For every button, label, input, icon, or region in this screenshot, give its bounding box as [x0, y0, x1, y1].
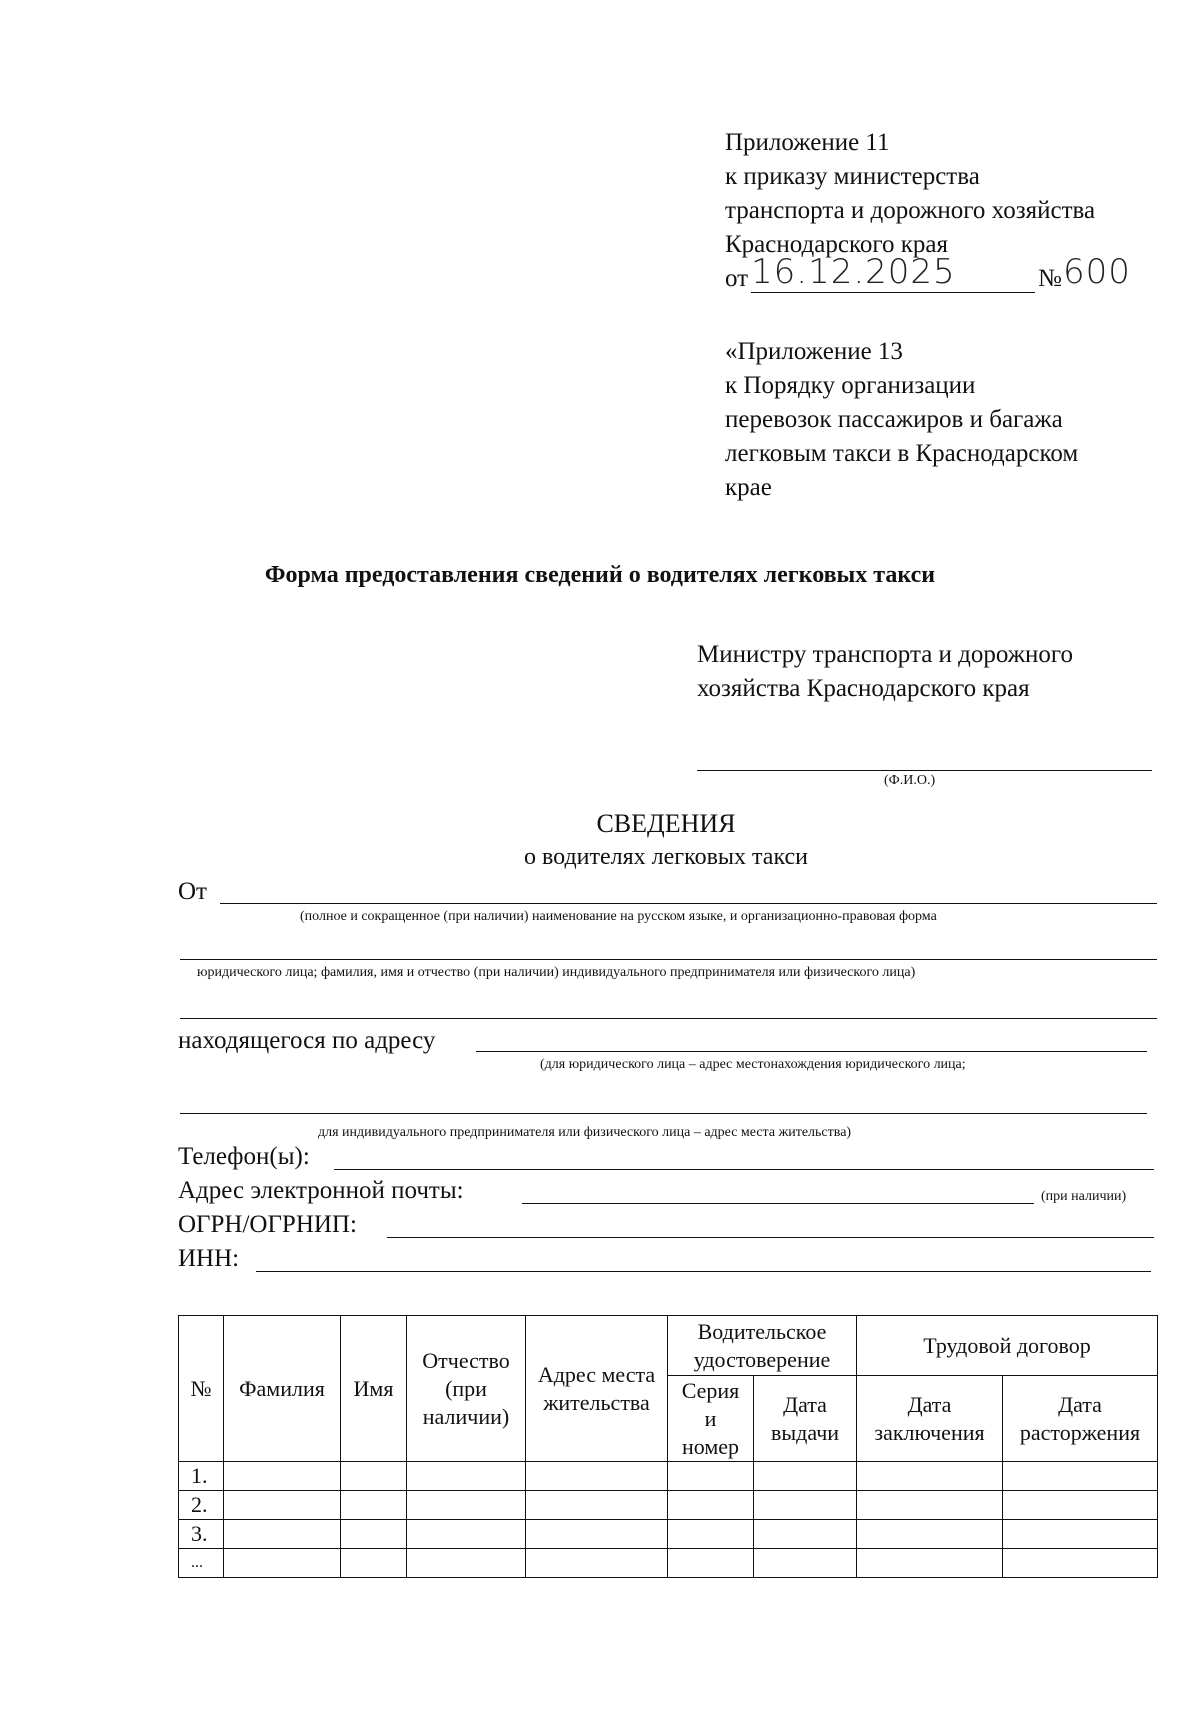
sub-appendix-line: «Приложение 13: [725, 338, 903, 365]
cell[interactable]: [526, 1549, 668, 1578]
inn-label: ИНН:: [178, 1245, 240, 1272]
header-contract-group: Трудовой договор: [857, 1316, 1158, 1376]
date-underline: [751, 292, 1035, 293]
cell[interactable]: [224, 1462, 341, 1491]
cell[interactable]: [341, 1491, 407, 1520]
cell[interactable]: [754, 1520, 857, 1549]
cell[interactable]: [526, 1462, 668, 1491]
handwritten-number: 600: [1063, 252, 1131, 292]
cell[interactable]: [857, 1491, 1003, 1520]
row-number: 1.: [179, 1462, 224, 1491]
cell[interactable]: [224, 1549, 341, 1578]
cell[interactable]: [1003, 1491, 1158, 1520]
addressee: [697, 638, 1073, 706]
cell[interactable]: [754, 1549, 857, 1578]
date-prefix: от: [725, 265, 749, 292]
cell[interactable]: [526, 1520, 668, 1549]
cell[interactable]: [224, 1491, 341, 1520]
header-contract-start: Дата заключения: [857, 1376, 1003, 1462]
appendix-header: [725, 126, 1095, 262]
cell[interactable]: [857, 1520, 1003, 1549]
header-surname: Фамилия: [224, 1316, 341, 1462]
row-number: ...: [179, 1549, 224, 1578]
cell[interactable]: [341, 1549, 407, 1578]
from-line[interactable]: [220, 903, 1157, 904]
sub-appendix-line: перевозок пассажиров и багажа: [725, 406, 1063, 433]
appendix-line: транспорта и дорожного хозяйства: [725, 197, 1096, 224]
email-input-line[interactable]: [522, 1203, 1034, 1204]
doc-subtitle: о водителях легковых такси: [523, 844, 809, 870]
ogrn-input-line[interactable]: [387, 1237, 1154, 1238]
header-name: Имя: [341, 1316, 407, 1462]
fio-caption: (Ф.И.О.): [884, 773, 936, 788]
from-hint: юридического лица; фамилия, имя и отчество (при наличии) индивидуального предпринимателя или физического лица): [197, 965, 916, 980]
email-note: (при наличии): [1041, 1189, 1127, 1204]
cell[interactable]: [407, 1491, 526, 1520]
cell[interactable]: [1003, 1549, 1158, 1578]
address-label: находящегося по адресу: [178, 1027, 436, 1054]
sub-appendix: [725, 335, 1078, 505]
from-label: От: [178, 878, 207, 905]
fio-line: [697, 770, 1152, 771]
form-title: Форма предоставления сведений о водителях легковых такси: [264, 562, 936, 588]
appendix-date-row: [725, 252, 1155, 296]
cell[interactable]: [341, 1520, 407, 1549]
sub-appendix-line: крае: [725, 474, 772, 501]
from-line-2[interactable]: [180, 959, 1157, 960]
table-row: [179, 1549, 1158, 1578]
row-number: 3.: [179, 1520, 224, 1549]
cell[interactable]: [1003, 1520, 1158, 1549]
doc-title: СВЕДЕНИЯ: [596, 809, 736, 838]
cell[interactable]: [754, 1462, 857, 1491]
header-license-date: Дата выдачи: [754, 1376, 857, 1462]
cell[interactable]: [224, 1520, 341, 1549]
sub-appendix-line: к Порядку организации: [725, 372, 976, 399]
header-license-group: Водительское удостоверение: [668, 1316, 857, 1376]
cell[interactable]: [526, 1491, 668, 1520]
cell[interactable]: [668, 1549, 754, 1578]
address-hint: (для юридического лица – адрес местонахождения юридического лица;: [540, 1057, 966, 1072]
cell[interactable]: [857, 1462, 1003, 1491]
sub-appendix-line: легковым такси в Краснодарском: [725, 440, 1079, 467]
header-num: №: [179, 1316, 224, 1462]
cell[interactable]: [1003, 1462, 1158, 1491]
cell[interactable]: [341, 1462, 407, 1491]
appendix-line: к приказу министерства: [725, 163, 980, 190]
address-line-2[interactable]: [180, 1113, 1147, 1114]
header-license-series: Серия и номер: [668, 1376, 754, 1462]
inn-input-line[interactable]: [256, 1271, 1151, 1272]
appendix-line: Краснодарского края: [725, 231, 948, 258]
table-row: [179, 1491, 1158, 1520]
handwritten-date: 16.12.2025: [751, 252, 956, 292]
drivers-table: [178, 1315, 1158, 1578]
ogrn-label: ОГРН/ОГРНИП:: [178, 1211, 357, 1238]
cell[interactable]: [857, 1549, 1003, 1578]
row-number: 2.: [179, 1491, 224, 1520]
from-line-3[interactable]: [180, 1018, 1157, 1019]
cell[interactable]: [668, 1491, 754, 1520]
table-row: [179, 1462, 1158, 1491]
from-hint: (полное и сокращенное (при наличии) наименование на русском языке, и организационно-правовая форма: [300, 909, 937, 924]
table-row: [179, 1520, 1158, 1549]
addressee-line: хозяйства Краснодарского края: [697, 675, 1030, 702]
header-address: Адрес места жительства: [526, 1316, 668, 1462]
cell[interactable]: [754, 1491, 857, 1520]
cell[interactable]: [407, 1549, 526, 1578]
cell[interactable]: [407, 1462, 526, 1491]
addressee-line: Министру транспорта и дорожного: [697, 641, 1074, 668]
cell[interactable]: [407, 1520, 526, 1549]
address-hint: для индивидуального предпринимателя или физического лица – адрес места жительства): [318, 1125, 852, 1140]
address-line[interactable]: [476, 1051, 1147, 1052]
phone-input-line[interactable]: [334, 1169, 1154, 1170]
cell[interactable]: [668, 1520, 754, 1549]
cell[interactable]: [668, 1462, 754, 1491]
phone-label: Телефон(ы):: [178, 1143, 310, 1170]
header-contract-end: Дата расторжения: [1003, 1376, 1158, 1462]
number-prefix: №: [1038, 265, 1062, 292]
email-label: Адрес электронной почты:: [178, 1177, 464, 1204]
appendix-line: Приложение 11: [725, 129, 890, 156]
header-patronymic: Отчество (при наличии): [407, 1316, 526, 1462]
